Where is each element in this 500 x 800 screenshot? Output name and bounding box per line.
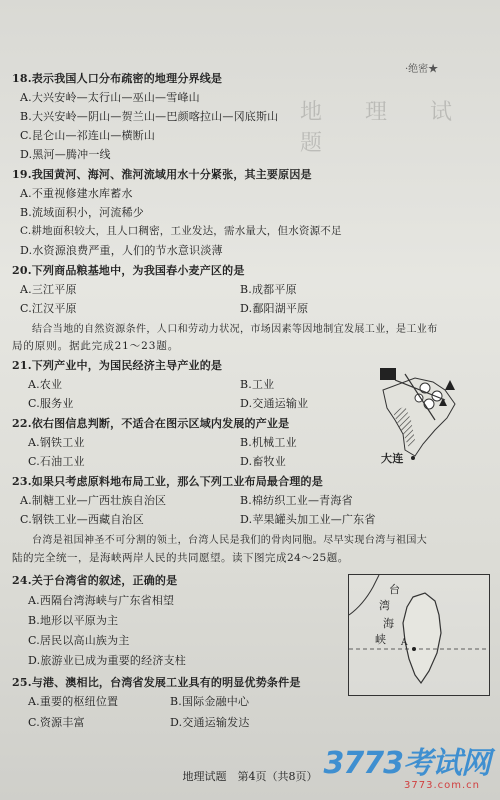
q23-stem: 23.如果只考虑原料地布局工业，那么下列工业布局最合理的是 bbox=[12, 475, 323, 488]
watermark-url: 3773.com.cn bbox=[404, 780, 480, 791]
site-watermark-logo bbox=[315, 738, 490, 798]
q21-option-c: C.服务业 bbox=[28, 397, 74, 410]
map-label-wan: 湾 bbox=[379, 599, 391, 612]
q19-option-d: D.水资源浪费严重，人们的节水意识淡薄 bbox=[20, 244, 223, 257]
bleed-through-title: 地 理 试 题 bbox=[300, 100, 470, 156]
map-label-tai: 台 bbox=[389, 583, 401, 596]
q18-option-b: B.大兴安岭—阴山—贺兰山—巴颜喀拉山—冈底斯山 bbox=[20, 110, 279, 123]
q21-stem: 21.下列产业中，为国民经济主导产业的是 bbox=[12, 359, 223, 372]
watermark-main-text: 3773考试网 bbox=[323, 746, 490, 781]
q25-option-a: A.重要的枢纽位置 bbox=[28, 695, 119, 708]
q24-stem: 24.关于台湾省的叙述，正确的是 bbox=[12, 574, 178, 587]
map-label-xia: 峡 bbox=[375, 633, 387, 646]
q22-option-b: B.机械工业 bbox=[240, 436, 297, 449]
q20-option-b: B.成都平原 bbox=[240, 283, 297, 296]
q25-option-b: B.国际金融中心 bbox=[170, 695, 250, 708]
page-footer: 地理试题 第4页（共8页） bbox=[182, 770, 318, 783]
q21-option-a: A.农业 bbox=[28, 378, 63, 391]
q24-option-a: A.西隔台湾海峡与广东省相望 bbox=[28, 594, 175, 607]
q18-stem: 18.表示我国人口分布疏密的地理分界线是 bbox=[12, 72, 223, 85]
q21-option-b: B.工业 bbox=[240, 378, 275, 391]
q24-option-c: C.居民以高山族为主 bbox=[28, 634, 130, 647]
q20-option-c: C.江汉平原 bbox=[20, 302, 77, 315]
q22-option-a: A.钢铁工业 bbox=[28, 436, 85, 449]
q25-option-c: C.资源丰富 bbox=[28, 716, 85, 729]
q19-option-b: B.流域面积小，河流稀少 bbox=[20, 206, 144, 219]
q22-option-d: D.畜牧业 bbox=[240, 455, 286, 468]
q20-option-a: A.三江平原 bbox=[20, 283, 77, 296]
passage1-line1: 结合当地的自然资源条件，人口和劳动力状况，市场因素等因地制宜发展工业，是工业布 bbox=[32, 324, 438, 335]
passage2-line2: 陆的完全统一，是海峡两岸人民的共同愿望。读下图完成24～25题。 bbox=[12, 552, 349, 564]
q20-option-d: D.鄱阳湖平原 bbox=[240, 302, 309, 315]
q18-option-a: A.大兴安岭—太行山—巫山—雪峰山 bbox=[20, 91, 200, 104]
q24-option-b: B.地形以平原为主 bbox=[28, 614, 119, 627]
q24-option-d: D.旅游业已成为重要的经济支柱 bbox=[28, 654, 186, 667]
q19-option-c: C.耕地面积较大，且人口稠密，工业发达，需水量大，但水资源不足 bbox=[20, 225, 342, 237]
map-city-label: 大连 bbox=[381, 452, 404, 465]
q18-option-d: D.黑河—腾冲一线 bbox=[20, 148, 111, 161]
passage2-line1: 台湾是祖国神圣不可分割的领土，台湾人民是我们的骨肉同胞。尽早实现台湾与祖国大 bbox=[32, 535, 428, 546]
map-label-hai: 海 bbox=[383, 617, 395, 630]
q20-stem: 20.下列商品粮基地中，为我国春小麦产区的是 bbox=[12, 264, 245, 277]
q25-option-d: D.交通运输发达 bbox=[170, 716, 250, 729]
q19-stem: 19.我国黄河、海河、淮河流域用水十分紧张，其主要原因是 bbox=[12, 168, 312, 181]
q23-option-a: A.制糖工业—广西壮族自治区 bbox=[20, 494, 167, 507]
map-point-a-label: A bbox=[401, 638, 408, 648]
q23-option-c: C.钢铁工业—西藏自治区 bbox=[20, 513, 144, 526]
q23-option-d: D.苹果罐头加工业—广东省 bbox=[240, 513, 376, 526]
q18-option-c: C.昆仑山—祁连山—横断山 bbox=[20, 129, 156, 142]
q22-stem: 22.依右图信息判断，不适合在图示区域内发展的产业是 bbox=[12, 417, 290, 430]
q19-option-a: A.不重视修建水库蓄水 bbox=[20, 187, 133, 200]
industry-map bbox=[375, 360, 493, 472]
q25-stem: 25.与港、澳相比，台湾省发展工业具有的明显优势条件是 bbox=[12, 676, 301, 689]
taiwan-map bbox=[348, 574, 490, 696]
passage1-line2: 局的原则。据此完成21～23题。 bbox=[12, 340, 180, 352]
q23-option-b: B.棉纺织工业—青海省 bbox=[240, 494, 353, 507]
corner-label: ·绝密★ bbox=[405, 64, 439, 75]
q21-option-d: D.交通运输业 bbox=[240, 397, 309, 410]
q22-option-c: C.石油工业 bbox=[28, 455, 85, 468]
taiwan-map-graphic bbox=[349, 575, 489, 695]
